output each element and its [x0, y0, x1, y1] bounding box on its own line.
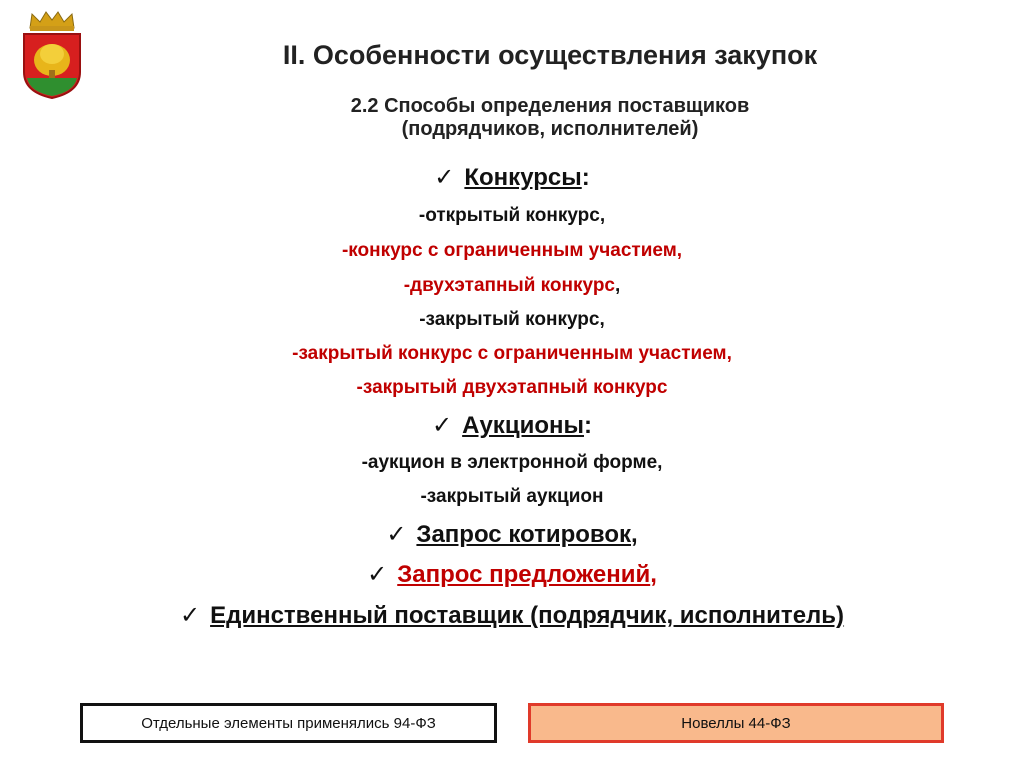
konkursy-item-open: -открытый конкурс, — [418, 205, 606, 226]
legend-box-44fz-label: Новеллы 44-ФЗ — [681, 714, 791, 732]
check-icon: ✓ — [179, 602, 201, 629]
edinstvenny-postavshchik: Единственный поставщик (подрядчик, исполнитель) — [210, 602, 845, 629]
konkursy-item-closed: -закрытый конкурс, — [419, 309, 605, 330]
konkursy-colon: : — [581, 164, 590, 191]
coat-of-arms-icon — [18, 10, 86, 100]
konkursy-heading-row — [0, 163, 1024, 192]
konkursy-item-two-stage-row — [0, 275, 1024, 297]
auktsiony-heading: Аукционы — [462, 412, 584, 439]
page-title: II. Особенности осуществления закупок — [282, 40, 818, 70]
auktsiony-item-closed: -закрытый аукцион — [420, 486, 604, 507]
check-icon: ✓ — [432, 412, 453, 439]
check-icon: ✓ — [434, 164, 455, 191]
zapros-kotirovok-comma: , — [631, 521, 638, 548]
legend-box-94fz — [80, 703, 497, 743]
zapros-kotirovok: Запрос котировок — [416, 521, 632, 548]
zapros-kotirovok-row — [0, 520, 1024, 549]
zapros-predlozheniy-row — [0, 560, 1024, 589]
subtitle-line-1: 2.2 Способы определения поставщиков — [350, 95, 750, 117]
legend-box-44fz — [528, 703, 944, 743]
konkursy-item-two-stage: -двухэтапный конкурс — [403, 275, 616, 296]
auktsiony-heading-row — [0, 411, 1024, 440]
legend-box-94fz-label: Отдельные элементы применялись 94-ФЗ — [141, 714, 436, 732]
konkursy-item-closed-two-stage: -закрытый двухэтапный конкурс — [356, 377, 668, 398]
edinstvenny-row — [0, 601, 1024, 630]
auktsiony-colon: : — [583, 412, 592, 439]
check-icon: ✓ — [386, 521, 407, 548]
zapros-predlozheniy-comma: , — [650, 561, 657, 588]
zapros-predlozheniy: Запрос предложений — [397, 561, 651, 588]
check-icon: ✓ — [367, 561, 388, 588]
page-subtitle — [110, 95, 990, 141]
konkursy-heading: Конкурсы — [464, 164, 582, 191]
konkursy-item-two-stage-comma: , — [615, 275, 621, 296]
konkursy-item-closed-limited: -закрытый конкурс с ограниченным участием, — [292, 343, 732, 364]
konkursy-item-limited: -конкурс с ограниченным участием, — [341, 240, 683, 261]
subtitle-line-2: (подрядчиков, исполнителей) — [401, 118, 699, 140]
auktsiony-item-electronic: -аукцион в электронной форме, — [361, 452, 663, 473]
